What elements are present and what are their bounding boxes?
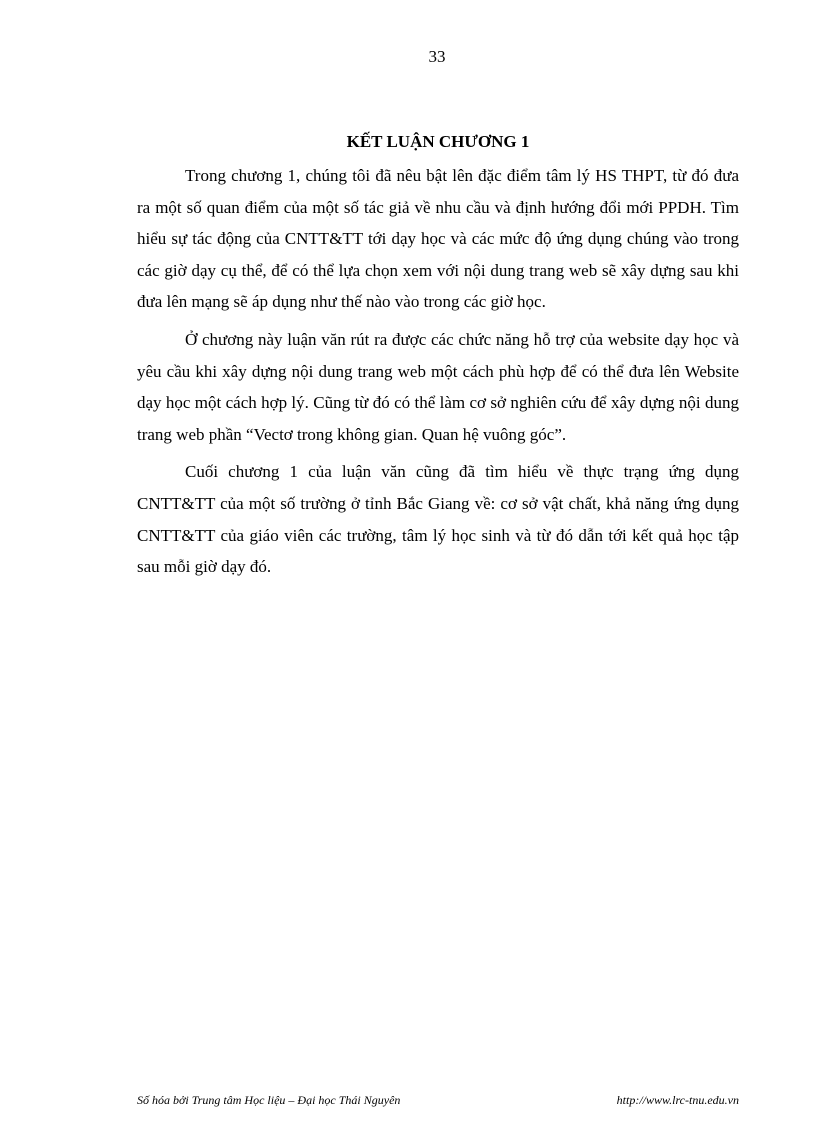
footer-credit: Số hóa bởi Trung tâm Học liệu – Đại học Thái Nguyên	[137, 1093, 401, 1107]
paragraph-1: Trong chương 1, chúng tôi đã nêu bật lên đặc điểm tâm lý HS THPT, từ đó đưa ra một số quan điểm của một số tác giả về nhu cầu và định hướng đổi mới PPDH. Tìm hiểu sự tác động của CNTT&TT tới dạy học và các mức độ ứng dụng chúng vào trong các giờ dạy cụ thể, để có thể lựa chọn xem với nội dung trang web sẽ xây dựng sau khi đưa lên mạng sẽ áp dụng như thế nào vào trong các giờ học.	[137, 166, 739, 312]
section-heading: KẾT LUẬN CHƯƠNG 1	[346, 132, 530, 151]
paragraph-3: Cuối chương 1 của luận văn cũng đã tìm hiểu về thực trạng ứng dụng CNTT&TT của một số trường ở tỉnh Bắc Giang về: cơ sở vật chất, khả năng ứng dụng CNTT&TT của giáo viên các trường, tâm lý học sinh và từ đó dẫn tới kết quả học tập sau mỗi giờ dạy đó.	[137, 462, 739, 577]
paragraph-2: Ở chương này luận văn rút ra được các chức năng hỗ trợ của website dạy học và yêu cầu khi xây dựng nội dung trang web một cách phù hợp để có thể đưa lên Website dạy học một cách hợp lý. Cũng từ đó có thể làm cơ sở nghiên cứu để xây dựng nội dung trang web phần “Vectơ trong không gian. Quan hệ vuông góc”.	[137, 329, 739, 444]
footer-url: http://www.lrc-tnu.edu.vn	[616, 1093, 739, 1107]
page-number: 33	[428, 47, 446, 66]
chapter-conclusion	[137, 128, 739, 589]
